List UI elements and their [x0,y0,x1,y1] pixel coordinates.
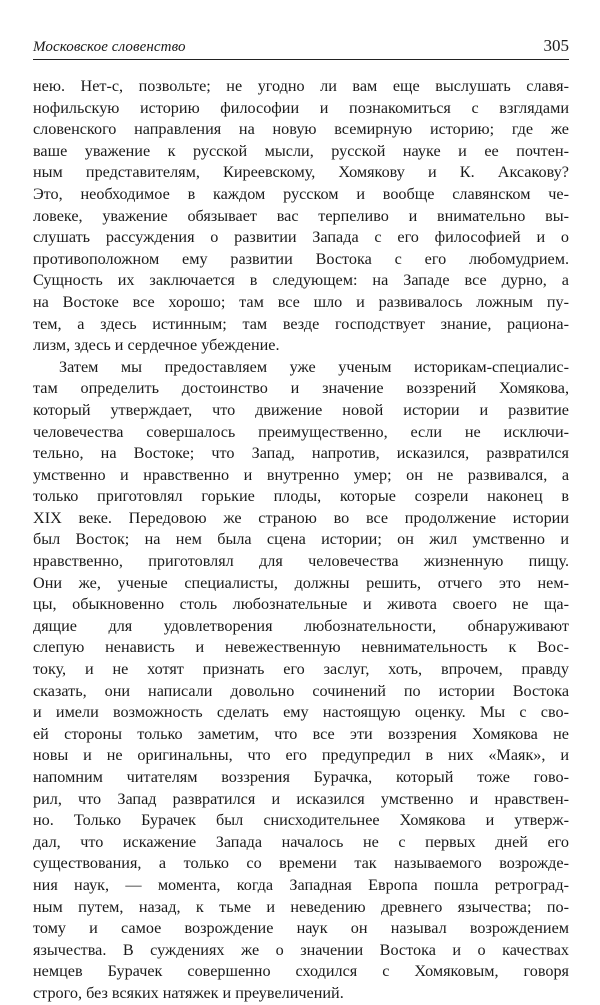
text-line: рил, что Запад развратился и исказился умственно и нравствен- [33,789,569,808]
text-line: напомним читателям воззрения Бурачка, который тоже гово- [33,768,569,786]
text-line: Затем мы предоставляем уже ученым историкам-специалис- [59,357,569,376]
text-line: немцев Бурачек совершенно сходился с Хомяковым, говоря [33,962,569,981]
page-number: 305 [543,36,569,55]
text-line: нофильскую историю философии и познакомиться с взглядами [33,98,569,117]
text-line: лизм, здесь и сердечное убеждение. [33,336,280,355]
text-line: дал, что искажение Запада началось не с первых дней его [33,832,569,851]
text-line: там определить достоинство и значение воззрений Хомякова, [33,379,569,398]
text-line: ловеке, уважение обязывает вас терпеливо и внимательно вы- [33,206,569,225]
text-line: ваше уважение к русской мысли, русской науке и ее почтен- [33,141,569,160]
text-line: человечества совершалось преимущественно, если не исключи- [33,422,569,441]
text-line: противоположном ему развитии Востока с его любомудрием. [33,249,569,268]
text-line: существования, а только со времени так называемого возрожде- [33,854,569,873]
text-line: Это, необходимое в каждом русском и вообще славянском че- [33,184,569,203]
paragraph [33,357,569,1005]
running-title: Московское словенство [33,39,186,55]
text-line: новы и не оригинальны, что его предупредил в них «Маяк», и [33,746,569,765]
text-line: который утверждает, что движение новой истории и развитие [33,400,569,419]
text-line: строго, без всяких натяжек и преувеличений. [33,983,344,1002]
text-line: Они же, ученые специалисты, должны решить, отчего это нем- [33,573,569,592]
text-line: ным путем, назад, к тьме и неведению древнего язычества; по- [33,897,569,916]
text-line: словенского направления на новую всемирную историю; где же [33,120,569,139]
text-line: тельно, на Востоке; что Запад, напротив, исказился, развратился [33,444,569,463]
text-line: только приготовлял горькие плоды, которые созрели наконец в [33,487,569,506]
running-head [33,37,569,60]
text-line: тому и самое возрождение наук он называл возрождением [33,919,569,938]
paragraph [33,76,569,357]
text-line: слушать рассуждения о развитии Запада с его философией и о [33,228,569,247]
text-line: току, и не хотят признать его заслуг, хоть, впрочем, правду [33,660,569,679]
text-line: дящие для удовлетворения любознательности, обнаруживают [33,616,569,635]
text-line: язычества. В суждениях же о значении Востока и о качествах [33,940,569,959]
body-text [33,76,569,1005]
text-line: нравственно, приготовлял для человечества жизненную пищу. [33,552,569,571]
text-line: XIX веке. Передовою же страною во все продолжение истории [33,508,569,527]
text-line: был Восток; на нем была сцена истории; он жил умственно и [33,530,569,549]
text-line: ей стороны только заметим, что все эти воззрения Хомякова не [33,724,569,743]
text-line: цы, обыкновенно столь любознательные и живота своего не ща- [33,595,569,614]
text-line: и имели возможность сделать ему настоящую оценку. Мы с сво- [33,703,569,722]
text-line: ным представителям, Киреевскому, Хомякову и К. Аксакову? [33,163,569,182]
text-line: умственно и нравственно и внутренно умер; он не развивался, а [33,465,569,484]
text-line: сказать, они написали довольно сочинений по истории Востока [33,681,569,700]
text-line: на Востоке все хорошо; там все шло и развивалось ложным пу- [33,292,569,311]
text-line: но. Только Бурачек был снисходительнее Хомякова и утверж- [33,811,569,830]
text-line: ния наук, — момента, когда Западная Европа пошла ретроград- [33,875,569,894]
text-line: Сущность их заключается в следующем: на Западе все дурно, а [33,271,569,290]
text-line: слепую ненависть и невежественную невнимательность к Вос- [33,638,569,657]
text-line: нею. Нет-с, позвольте; не угодно ли вам еще выслушать славя- [33,77,569,95]
text-line: тем, а здесь истинным; там везде господствует знание, рациона- [33,314,569,333]
